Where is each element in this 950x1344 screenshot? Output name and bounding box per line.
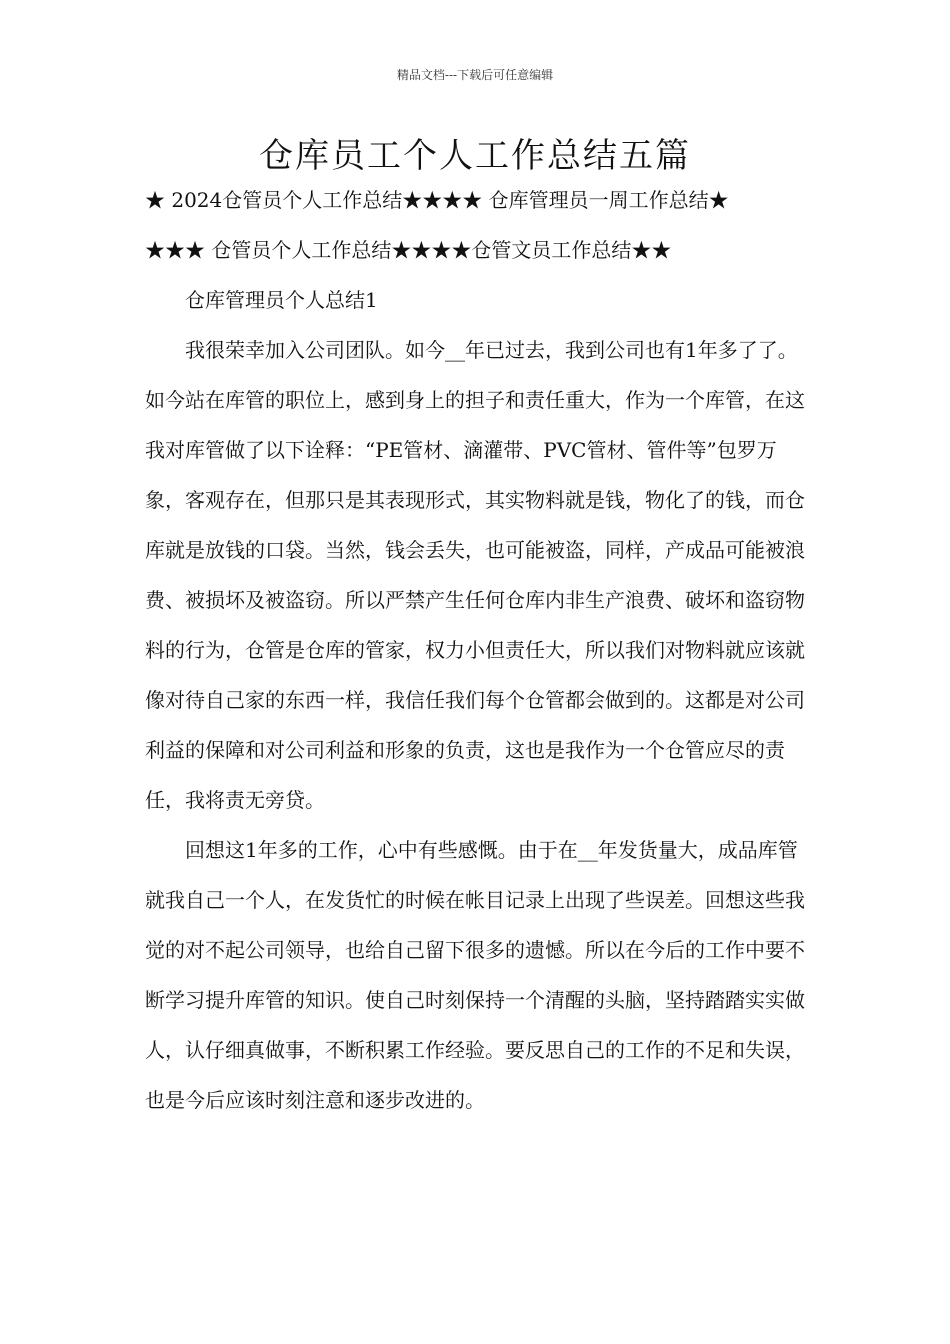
- related-links-line-1[interactable]: ★ 2024仓管员个人工作总结★★★★ 仓库管理员一周工作总结★: [145, 188, 729, 212]
- document-body: [145, 175, 810, 1125]
- paragraph-2: 回想这1年多的工作，心中有些感慨。由于在__年发货量大，成品库管就我自己一个人，在发货忙的时候在帐目记录上出现了些误差。回想这些我觉的对不起公司领导，也给自己留下很多的遗憾。所以在今后的工作中要不断学习提升库管的知识。使自己时刻保持一个清醒的头脑，坚持踏踏实实做人，认仔细真做事，不断积累工作经验。要反思自己的工作的不足和失误，也是今后应该时刻注意和逐步改进的。: [145, 838, 805, 1112]
- paragraph-1: 我很荣幸加入公司团队。如今__年已过去，我到公司也有1年多了了。如今站在库管的职位上，感到身上的担子和责任重大，作为一个库管，在这我对库管做了以下诠释：“PE管材、滴灌带、PVC管材、管件等”包罗万象，客观存在，但那只是其表现形式，其实物料就是钱，物化了的钱，而仓库就是放钱的口袋。当然，钱会丢失，也可能被盗，同样，产成品可能被浪费、被损坏及被盗窃。所以严禁产生任何仓库内非生产浪费、破坏和盗窃物料的行为，仓管是仓库的管家，权力小但责任大，所以我们对物料就应该就像对待自己家的东西一样，我信任我们每个仓管都会做到的。这都是对公司利益的保障和对公司利益和形象的负责，这也是我作为一个仓管应尽的责任，我将责无旁贷。: [145, 338, 805, 812]
- section-heading: 仓库管理员个人总结1: [185, 288, 378, 312]
- related-links-line-2[interactable]: ★★★ 仓管员个人工作总结★★★★仓管文员工作总结★★: [145, 238, 672, 262]
- page-header: 精品文档---下载后可任意编辑: [396, 68, 554, 82]
- document-title: 仓库员工个人工作总结五篇: [259, 136, 691, 176]
